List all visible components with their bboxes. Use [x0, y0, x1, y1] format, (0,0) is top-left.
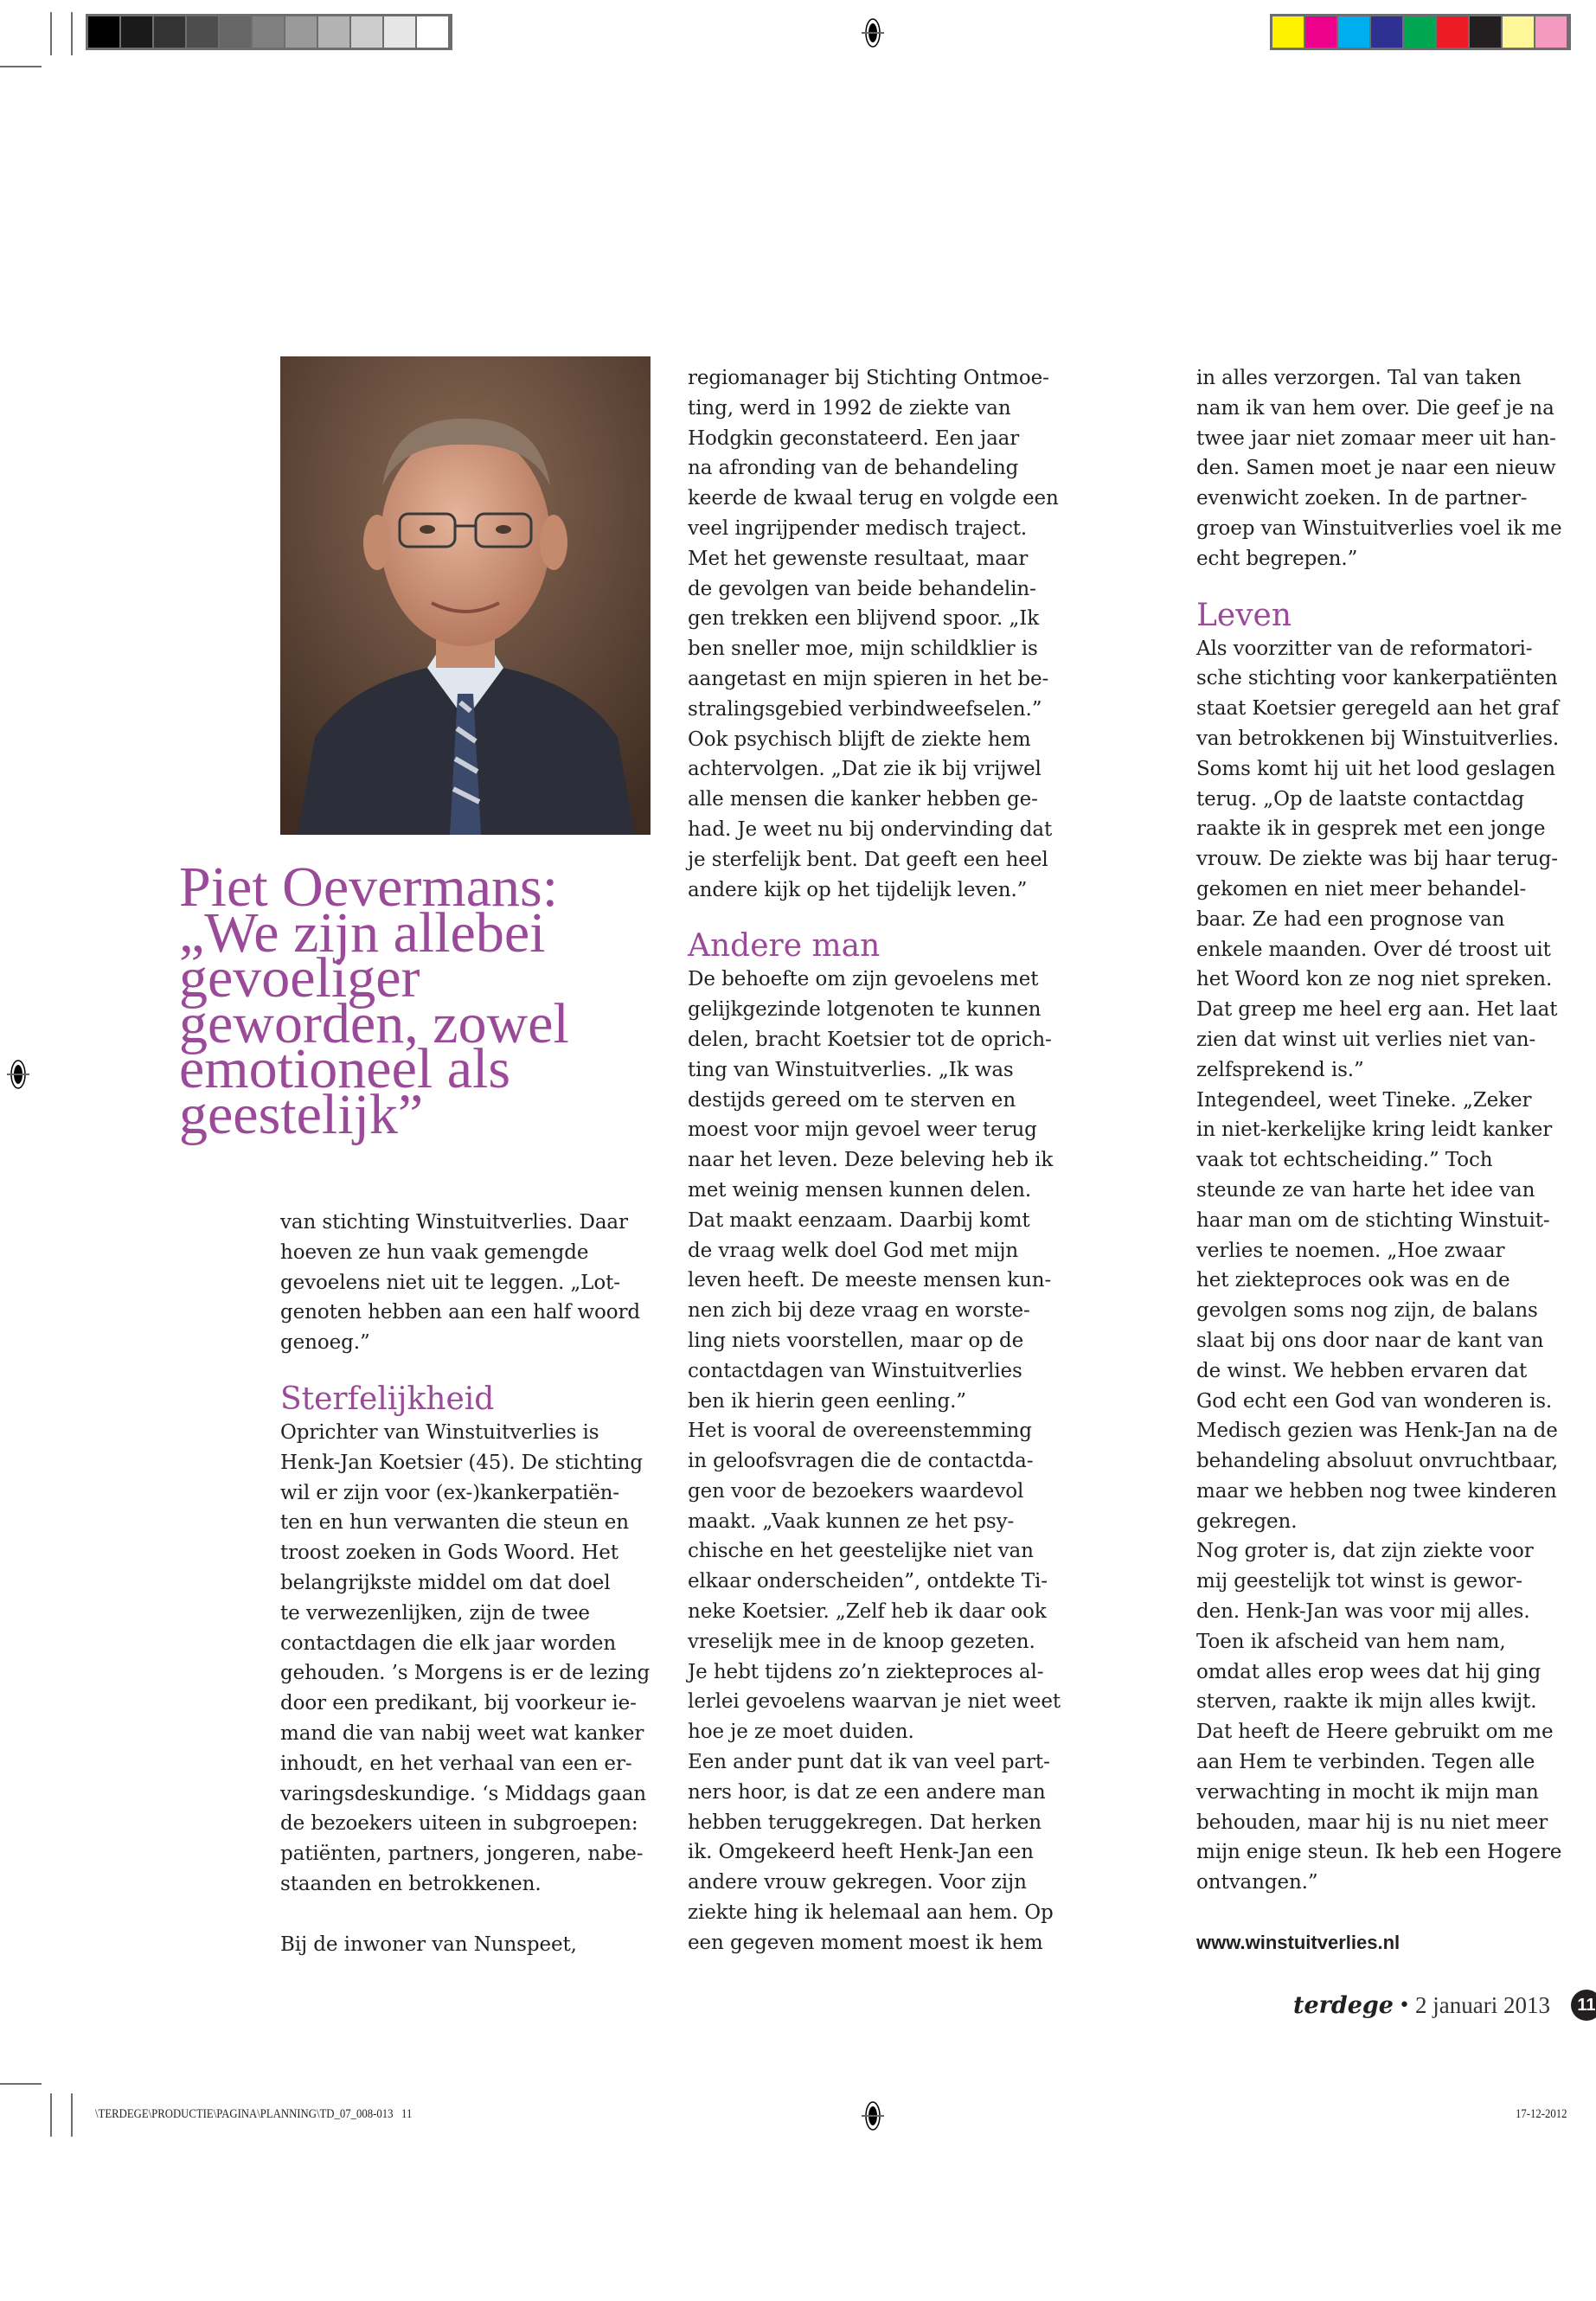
page-number-badge: 11 [1571, 1990, 1596, 2021]
text-line: Toen ik afscheid van hem nam, [1196, 1630, 1506, 1653]
text-line: gelijkgezinde lotgenoten te kunnen [688, 998, 1042, 1022]
text-line: maakt. „Vaak kunnen ze het psy- [688, 1509, 1015, 1533]
text-line: van stichting Winstuitverlies. Daar [280, 1211, 628, 1234]
gray-swatch [285, 16, 318, 48]
text-line: De behoefte om zijn gevoelens met [688, 968, 1039, 991]
text-line: aan Hem te verbinden. Tegen alle [1196, 1751, 1535, 1774]
text-line: met weinig mensen kunnen delen. [688, 1178, 1032, 1202]
text-line: vaak tot echtscheiding.” Toch [1196, 1149, 1493, 1172]
text-line: ten en hun verwanten die steun en [280, 1511, 629, 1535]
text-line: het Woord kon ze nog niet spreken. [1196, 968, 1553, 991]
text-line: gen trekken een blijvend spoor. „Ik [688, 607, 1040, 631]
grayscale-calibration-bar [86, 14, 452, 50]
text-line: verlies te noemen. „Hoe zwaar [1196, 1239, 1505, 1262]
text-line: sterven, raakte ik mijn alles kwijt. [1196, 1690, 1537, 1714]
text-line: gehouden. ’s Morgens is er de lezing [280, 1662, 651, 1685]
article-column-3 [1196, 363, 1577, 1958]
text-line: behandeling absoluut onvruchtbaar, [1196, 1450, 1559, 1473]
text-line: omdat alles erop wees dat hij ging [1196, 1660, 1542, 1683]
text-line: Een ander punt dat ik van veel part- [688, 1751, 1050, 1774]
text-line: raakte ik in gesprek met een jonge [1196, 817, 1546, 841]
issue-date: 2 januari 2013 [1414, 1991, 1550, 2018]
text-line: Integendeel, weet Tineke. „Zeker [1196, 1088, 1532, 1112]
text-line: in niet-kerkelijke kring leidt kanker [1196, 1118, 1553, 1142]
registration-mark-icon [860, 16, 886, 50]
text-line: terug. „Op de laatste contactdag [1196, 787, 1525, 811]
section-heading: Leven [1196, 597, 1292, 633]
text-line: contactdagen van Winstuitverlies [688, 1359, 1022, 1382]
text-line: mand die van nabij weet wat kanker [280, 1721, 644, 1745]
text-line: Als voorzitter van de reformatori- [1196, 637, 1533, 660]
text-line: Hodgkin geconstateerd. Een jaar [688, 426, 1020, 450]
text-line: wil er zijn voor (ex-)kankerpatiën- [280, 1481, 619, 1504]
text-line: te verwezenlijken, zijn de twee [280, 1601, 590, 1625]
text-line: hoeven ze hun vaak gemengde [280, 1240, 589, 1264]
text-line: door een predikant, bij voorkeur ie- [280, 1692, 637, 1715]
gray-swatch [253, 16, 285, 48]
color-swatch [1338, 16, 1371, 48]
text-line: achtervolgen. „Dat zie ik bij vrijwel [688, 758, 1042, 781]
crop-mark [50, 12, 52, 55]
text-line: Oprichter van Winstuitverlies is [280, 1420, 599, 1444]
headline-line: Piet Oevermans: [179, 856, 559, 919]
gray-swatch [88, 16, 121, 48]
text-line: ting van Winstuitverlies. „Ik was [688, 1058, 1014, 1081]
color-swatch [1404, 16, 1437, 48]
text-line: varingsdeskundige. ‘s Middags gaan [280, 1782, 647, 1805]
headline-line: geestelijk” [179, 1082, 424, 1146]
text-line: nen zich bij deze vraag en worste- [688, 1299, 1030, 1323]
registration-mark-icon [860, 2099, 886, 2133]
text-line: den. Samen moet je naar een nieuw [1196, 457, 1556, 480]
text-line: ik. Omgekeerd heeft Henk-Jan een [688, 1841, 1034, 1864]
text-line: genoten hebben aan een half woord [280, 1301, 640, 1324]
text-line: contactdagen die elk jaar worden [280, 1631, 617, 1655]
article-column-2 [688, 363, 1068, 1958]
website-link[interactable]: www.winstuitverlies.nl [1196, 1931, 1401, 1953]
text-line: vreselijk mee in de knoop gezeten. [688, 1630, 1035, 1653]
text-line: Het is vooral de overeenstemming [688, 1420, 1032, 1443]
footer-separator: • [1399, 1994, 1410, 2016]
text-line: evenwicht zoeken. In de partner- [1196, 487, 1528, 510]
text-line [280, 1900, 661, 1930]
text-line: destijds gereed om te sterven en [688, 1088, 1016, 1112]
text-line: Bij de inwoner van Nunspeet, [280, 1932, 577, 1956]
headline-line: geworden, zowel [179, 991, 569, 1055]
gray-swatch [351, 16, 384, 48]
gray-swatch [187, 16, 220, 48]
text-line: gen voor de bezoekers waardevol [688, 1479, 1024, 1503]
magazine-logo: terdege [1293, 1991, 1394, 2019]
text-line: leven heeft. De meeste mensen kun- [688, 1269, 1052, 1292]
text-line: troost zoeken in Gods Woord. Het [280, 1541, 619, 1565]
text-line: alle mensen die kanker hebben ge- [688, 788, 1038, 811]
portrait-photo [280, 356, 651, 835]
text-line: sche stichting voor kankerpatiënten [1196, 667, 1558, 690]
page-footer [1293, 1990, 1596, 2021]
text-line: ben ik hierin geen eenling.” [688, 1389, 966, 1413]
text-line: zelfsprekend is.” [1196, 1058, 1364, 1081]
text-line: regiomanager bij Stichting Ontmoe- [688, 367, 1049, 389]
crop-mark [50, 2093, 52, 2137]
crop-mark [0, 66, 42, 67]
text-line: had. Je weet nu bij ondervinding dat [688, 817, 1053, 841]
color-swatch [1305, 16, 1338, 48]
color-swatch [1503, 16, 1535, 48]
gray-swatch [318, 16, 351, 48]
text-line: mijn enige steun. Ik heb een Hogere [1196, 1841, 1562, 1864]
text-line: ners hoor, is dat ze een andere man [688, 1780, 1046, 1804]
color-swatch [1371, 16, 1404, 48]
text-line [1196, 1898, 1577, 1928]
text-line: slaat bij ons door naar de kant van [1196, 1329, 1544, 1352]
text-line: andere kijk op het tijdelijk leven.” [688, 878, 1028, 901]
text-line: zien dat winst uit verlies niet van- [1196, 1028, 1536, 1051]
text-line: haar man om de stichting Winstuit- [1196, 1208, 1550, 1232]
slug-path: \TERDEGE\PRODUCTIE\PAGINA\PLANNING\TD_07_008-013 11 [95, 2107, 413, 2121]
color-swatch [1272, 16, 1305, 48]
registration-mark-icon [5, 1057, 31, 1092]
gray-swatch [384, 16, 417, 48]
text-line: ben sneller moe, mijn schildklier is [688, 638, 1038, 661]
text-line: andere vrouw gekregen. Voor zijn [688, 1871, 1027, 1894]
text-line: belangrijkste middel om dat doel [280, 1571, 611, 1594]
text-line: een gegeven moment moest ik hem [688, 1931, 1043, 1954]
headline-line: gevoeliger [179, 946, 420, 1009]
text-line: inhoudt, en het verhaal van een er- [280, 1752, 632, 1775]
text-line: enkele maanden. Over dé troost uit [1196, 938, 1551, 961]
text-line: Ook psychisch blijft de ziekte hem [688, 727, 1031, 751]
headline-line: „We zijn allebei [179, 901, 546, 965]
text-line: maar we hebben nog twee kinderen [1196, 1479, 1557, 1503]
text-line: genoeg.” [280, 1331, 370, 1355]
text-line: chische en het geestelijke niet van [688, 1540, 1034, 1563]
text-line: aangetast en mijn spieren in het be- [688, 667, 1049, 690]
section-heading: Andere man [688, 928, 881, 965]
text-line: elkaar onderscheiden”, ontdekte Ti- [688, 1570, 1048, 1593]
text-line: nam ik van hem over. Die geef je na [1196, 396, 1554, 420]
color-swatch [1535, 16, 1568, 48]
text-line: Met het gewenste resultaat, maar [688, 547, 1029, 570]
text-line: patiënten, partners, jongeren, nabe- [280, 1843, 644, 1866]
text-line: groep van Winstuitverlies voel ik me [1196, 516, 1562, 540]
portrait-photo-icon [280, 356, 651, 835]
text-line: de bezoekers uiteen in subgroepen: [280, 1812, 638, 1836]
text-line: in geloofsvragen die de contactda- [688, 1450, 1034, 1473]
text-line: ziekte hing ik helemaal aan hem. Op [688, 1901, 1054, 1925]
text-line: van betrokkenen bij Winstuitverlies. [1196, 727, 1560, 750]
text-line: lerlei gevoelens waarvan je niet weet [688, 1690, 1061, 1714]
text-line: moest voor mijn gevoel weer terug [688, 1118, 1037, 1142]
crop-mark [71, 12, 73, 55]
color-calibration-bar [1270, 14, 1571, 50]
text-line: steunde ze van harte het idee van [1196, 1178, 1535, 1202]
text-line: Henk-Jan Koetsier (45). De stichting [280, 1451, 644, 1474]
gray-swatch [417, 16, 450, 48]
text-line: Dat heeft de Heere gebruikt om me [1196, 1721, 1554, 1744]
slug-date: 17-12-2012 [1516, 2107, 1567, 2121]
text-line: het ziekteproces ook was en de [1196, 1269, 1510, 1292]
text-line: de gevolgen van beide behandelin- [688, 577, 1036, 600]
crop-mark [71, 2093, 73, 2137]
text-line: echt begrepen.” [1196, 547, 1358, 570]
text-line: veel ingrijpender medisch traject. [688, 516, 1028, 540]
headline-line: emotioneel als [179, 1037, 511, 1100]
text-line: den. Henk-Jan was voor mij alles. [1196, 1600, 1530, 1624]
gray-swatch [220, 16, 253, 48]
text-line: keerde de kwaal terug en volgde een [688, 487, 1059, 510]
text-line: delen, bracht Koetsier tot de oprich- [688, 1028, 1052, 1051]
text-line: na afronding van de behandeling [688, 457, 1019, 480]
text-line: mij geestelijk tot winst is gewor- [1196, 1570, 1522, 1593]
text-line: Medisch gezien was Henk-Jan na de [1196, 1420, 1558, 1443]
text-line: de winst. We hebben ervaren dat [1196, 1359, 1528, 1382]
article-headline [179, 856, 663, 1146]
text-line: gekregen. [1196, 1509, 1298, 1533]
text-line: de vraag welk doel God met mijn [688, 1239, 1019, 1262]
text-line: staat Koetsier geregeld aan het graf [1196, 697, 1559, 721]
text-line: God echt een God van wonderen is. [1196, 1389, 1553, 1413]
article-column-1 [280, 1208, 661, 1959]
text-line: verwachting in mocht ik mijn man [1196, 1780, 1539, 1804]
text-line: hebben teruggekregen. Dat herken [688, 1811, 1042, 1834]
text-line: neke Koetsier. „Zelf heb ik daar ook [688, 1600, 1047, 1624]
text-line: staanden en betrokkenen. [280, 1872, 542, 1895]
text-line: ontvangen.” [1196, 1871, 1318, 1894]
text-line: Nog groter is, dat zijn ziekte voor [1196, 1540, 1534, 1563]
text-line: gekomen en niet meer behandel- [1196, 877, 1527, 901]
text-line: Dat greep me heel erg aan. Het laat [1196, 998, 1558, 1022]
text-line: ling niets voorstellen, maar op de [688, 1329, 1024, 1352]
text-line: Dat maakt eenzaam. Daarbij komt [688, 1208, 1030, 1232]
text-line: vrouw. De ziekte was bij haar terug- [1196, 848, 1558, 871]
text-line: je sterfelijk bent. Dat geeft een heel [688, 848, 1048, 871]
section-heading: Sterfelijkheid [280, 1381, 495, 1417]
text-line: in alles verzorgen. Tal van taken [1196, 367, 1522, 389]
text-line: stralingsgebied verbindweefselen.” [688, 697, 1042, 721]
text-line: gevoelens niet uit te leggen. „Lot- [280, 1271, 620, 1294]
crop-mark [0, 2083, 42, 2085]
text-line: baar. Ze had een prognose van [1196, 907, 1505, 931]
text-line: naar het leven. Deze beleving heb ik [688, 1149, 1054, 1172]
color-swatch [1437, 16, 1470, 48]
text-line: twee jaar niet zomaar meer uit han- [1196, 426, 1556, 450]
text-line: Soms komt hij uit het lood geslagen [1196, 757, 1555, 780]
text-line: Je hebt tijdens zo’n ziekteproces al- [688, 1660, 1044, 1683]
text-line: behouden, maar hij is nu niet meer [1196, 1811, 1548, 1834]
text-line: ting, werd in 1992 de ziekte van [688, 396, 1011, 420]
gray-swatch [154, 16, 187, 48]
gray-swatch [121, 16, 154, 48]
color-swatch [1470, 16, 1503, 48]
text-line: hoe je ze moet duiden. [688, 1721, 914, 1744]
text-line: gevolgen soms nog zijn, de balans [1196, 1299, 1538, 1323]
